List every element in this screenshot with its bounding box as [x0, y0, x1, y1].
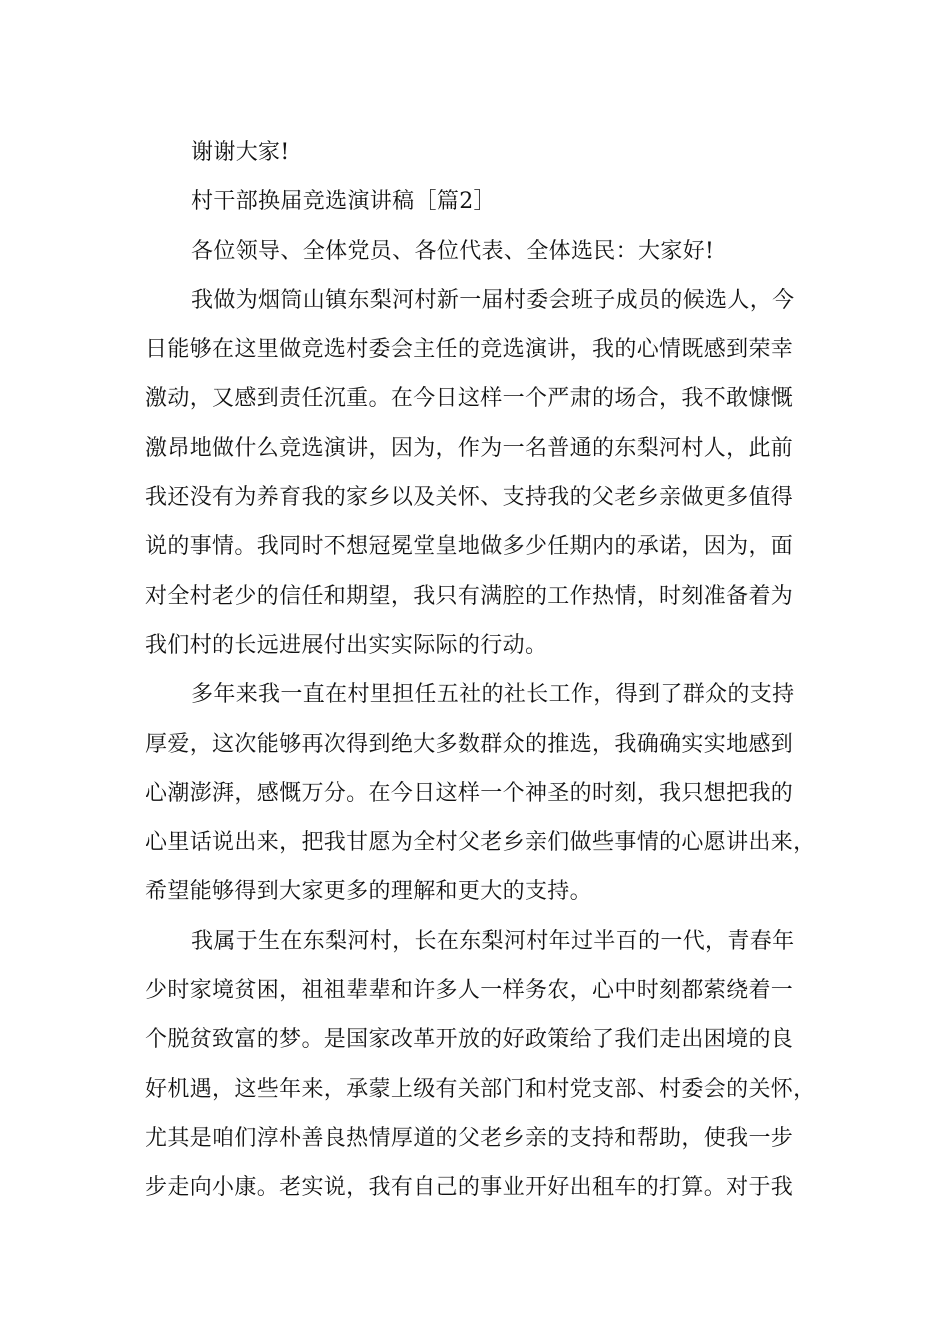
paragraph-line: 希望能够得到大家更多的理解和更大的支持。 — [145, 879, 593, 905]
paragraph-line: 个脱贫致富的梦。是国家改革开放的好政策给了我们走出困境的良 — [145, 1027, 794, 1053]
paragraph-line: 我还没有为养育我的家乡以及关怀、支持我的父老乡亲做更多值得 — [145, 485, 794, 511]
paragraph-line: 激动，又感到责任沉重。在今日这样一个严肃的场合，我不敢慷慨 — [145, 386, 794, 412]
opening-line: 谢谢大家! — [191, 140, 290, 165]
paragraph-line: 日能够在这里做竞选村委会主任的竞选演讲，我的心情既感到荣幸 — [145, 337, 794, 363]
paragraph-1 — [145, 276, 805, 670]
paragraph-line: 我们村的长远进展付出实实际际的行动。 — [145, 632, 548, 658]
paragraph-line: 少时家境贫困，祖祖辈辈和许多人一样务农，心中时刻都萦绕着一 — [145, 978, 794, 1004]
paragraph-line: 尤其是咱们淳朴善良热情厚道的父老乡亲的支持和帮助，使我一步 — [145, 1125, 794, 1151]
paragraph-line: 心里话说出来，把我甘愿为全村父老乡亲们做些事情的心愿讲出来， — [145, 830, 816, 856]
paragraph-line: 好机遇，这些年来，承蒙上级有关部门和村党支部、村委会的关怀， — [145, 1076, 816, 1102]
paragraph-line: 说的事情。我同时不想冠冕堂皇地做多少任期内的承诺，因为，面 — [145, 534, 794, 560]
paragraph-line: 对全村老少的信任和期望，我只有满腔的工作热情，时刻准备着为 — [145, 583, 794, 609]
paragraph-line: 激昂地做什么竞选演讲，因为，作为一名普通的东梨河村人，此前 — [145, 435, 794, 461]
paragraph-line: 步走向小康。老实说，我有自己的事业开好出租车的打算。对于我 — [145, 1175, 794, 1201]
greeting-line: 各位领导、全体党员、各位代表、全体选民：大家好! — [191, 238, 715, 264]
paragraph-line: 心潮澎湃，感慨万分。在今日这样一个神圣的时刻，我只想把我的 — [145, 780, 794, 806]
paragraph-line: 多年来我一直在村里担任五社的社长工作，得到了群众的支持 — [191, 682, 795, 708]
paragraph-line: 我做为烟筒山镇东梨河村新一届村委会班子成员的候选人，今 — [191, 287, 795, 313]
document-body — [145, 128, 816, 1213]
paragraph-line: 厚爱，这次能够再次得到绝大多数群众的推选，我确确实实地感到 — [145, 731, 794, 757]
paragraph-line: 我属于生在东梨河村，长在东梨河村年过半百的一代，青春年 — [191, 928, 795, 954]
paragraph-2 — [145, 670, 816, 916]
section-heading: 村干部换届竞选演讲稿［篇2］ — [191, 189, 496, 215]
paragraph-3 — [145, 917, 816, 1213]
